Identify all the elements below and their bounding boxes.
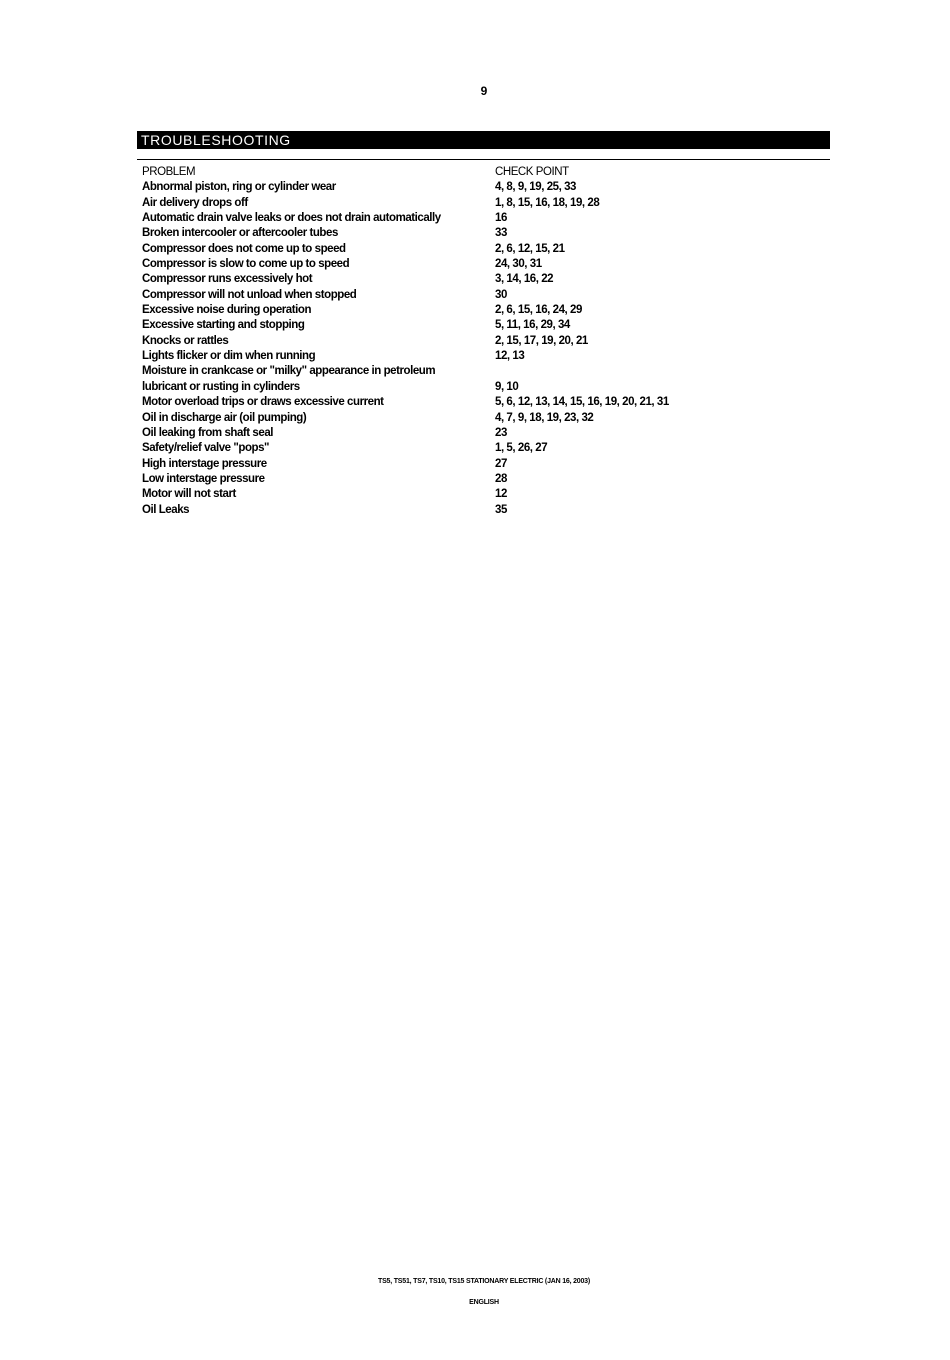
checkpoint-cell: 27: [495, 457, 507, 470]
table-row: [142, 288, 802, 303]
table-row: [142, 395, 802, 410]
table-row: [142, 180, 802, 195]
checkpoint-cell: 4, 7, 9, 18, 19, 23, 32: [495, 411, 594, 424]
section-title: TROUBLESHOOTING: [141, 132, 291, 148]
problem-cell: Oil Leaks: [142, 503, 190, 516]
problem-cell: Compressor runs excessively hot: [142, 273, 313, 286]
checkpoint-cell: 2, 6, 15, 16, 24, 29: [495, 304, 582, 317]
checkpoint-cell: 35: [495, 503, 507, 516]
problem-cell: Knocks or rattles: [142, 334, 229, 347]
problem-cell: Compressor does not come up to speed: [142, 242, 346, 255]
problem-cell: High interstage pressure: [142, 457, 267, 470]
problem-cell: Broken intercooler or aftercooler tubes: [142, 227, 338, 240]
checkpoint-cell: 2, 6, 12, 15, 21: [495, 242, 565, 255]
table-row: [142, 272, 802, 287]
problem-cell: Excessive starting and stopping: [142, 319, 305, 332]
table-row: [142, 226, 802, 241]
checkpoint-cell: 33: [495, 227, 507, 240]
table-body: [142, 180, 802, 518]
checkpoint-cell: 12, 13: [495, 350, 525, 363]
table-row: [142, 487, 802, 502]
table-row: [142, 380, 802, 395]
checkpoint-cell: 1, 5, 26, 27: [495, 442, 548, 455]
table-row: [142, 211, 802, 226]
table-row: [142, 441, 802, 456]
problem-cell: Motor overload trips or draws excessive current: [142, 396, 384, 409]
problem-cell: Oil in discharge air (oil pumping): [142, 411, 307, 424]
problem-cell: Compressor is slow to come up to speed: [142, 258, 350, 271]
checkpoint-cell: 24, 30, 31: [495, 258, 542, 271]
problem-cell: Safety/relief valve "pops": [142, 442, 270, 455]
table-row: [142, 364, 802, 379]
checkpoint-cell: 4, 8, 9, 19, 25, 33: [495, 181, 576, 194]
checkpoint-cell: 5, 11, 16, 29, 34: [495, 319, 570, 332]
section-divider: [137, 159, 830, 160]
problem-column-header: PROBLEM: [142, 166, 196, 178]
checkpoint-column-header: CHECK POINT: [495, 166, 569, 178]
checkpoint-cell: 1, 8, 15, 16, 18, 19, 28: [495, 196, 600, 209]
problem-cell: Motor will not start: [142, 488, 236, 501]
checkpoint-cell: 5, 6, 12, 13, 14, 15, 16, 19, 20, 21, 31: [495, 396, 669, 409]
problem-cell: Low interstage pressure: [142, 472, 265, 485]
problem-cell: Moisture in crankcase or "milky" appearance in petroleum: [142, 365, 436, 378]
checkpoint-cell: 28: [495, 472, 507, 485]
problem-cell: lubricant or rusting in cylinders: [142, 380, 300, 393]
section-header-bar: [137, 131, 830, 149]
table-row: [142, 472, 802, 487]
footer-language: ENGLISH: [469, 1299, 499, 1306]
problem-cell: Excessive noise during operation: [142, 304, 312, 317]
troubleshooting-table: [142, 165, 802, 518]
table-row: [142, 426, 802, 441]
table-row: [142, 196, 802, 211]
table-row: [142, 318, 802, 333]
table-header-row: [142, 165, 802, 180]
problem-cell: Oil leaking from shaft seal: [142, 426, 274, 439]
checkpoint-cell: 23: [495, 426, 507, 439]
footer-document-info: TS5, TS51, TS7, TS10, TS15 STATIONARY ELECTRIC (JAN 16, 2003): [378, 1278, 590, 1285]
problem-cell: Air delivery drops off: [142, 196, 248, 209]
checkpoint-cell: 30: [495, 288, 507, 301]
checkpoint-cell: 12: [495, 488, 507, 501]
problem-cell: Automatic drain valve leaks or does not drain automatically: [142, 212, 441, 225]
page-number: 9: [480, 84, 488, 98]
table-row: [142, 257, 802, 272]
problem-cell: Lights flicker or dim when running: [142, 350, 316, 363]
problem-cell: Abnormal piston, ring or cylinder wear: [142, 181, 336, 194]
checkpoint-cell: 16: [495, 212, 507, 225]
table-row: [142, 457, 802, 472]
checkpoint-cell: 9, 10: [495, 380, 519, 393]
table-row: [142, 334, 802, 349]
problem-cell: Compressor will not unload when stopped: [142, 288, 357, 301]
table-row: [142, 242, 802, 257]
table-row: [142, 349, 802, 364]
checkpoint-cell: 2, 15, 17, 19, 20, 21: [495, 334, 588, 347]
checkpoint-cell: 3, 14, 16, 22: [495, 273, 554, 286]
table-row: [142, 411, 802, 426]
table-row: [142, 303, 802, 318]
table-row: [142, 503, 802, 518]
